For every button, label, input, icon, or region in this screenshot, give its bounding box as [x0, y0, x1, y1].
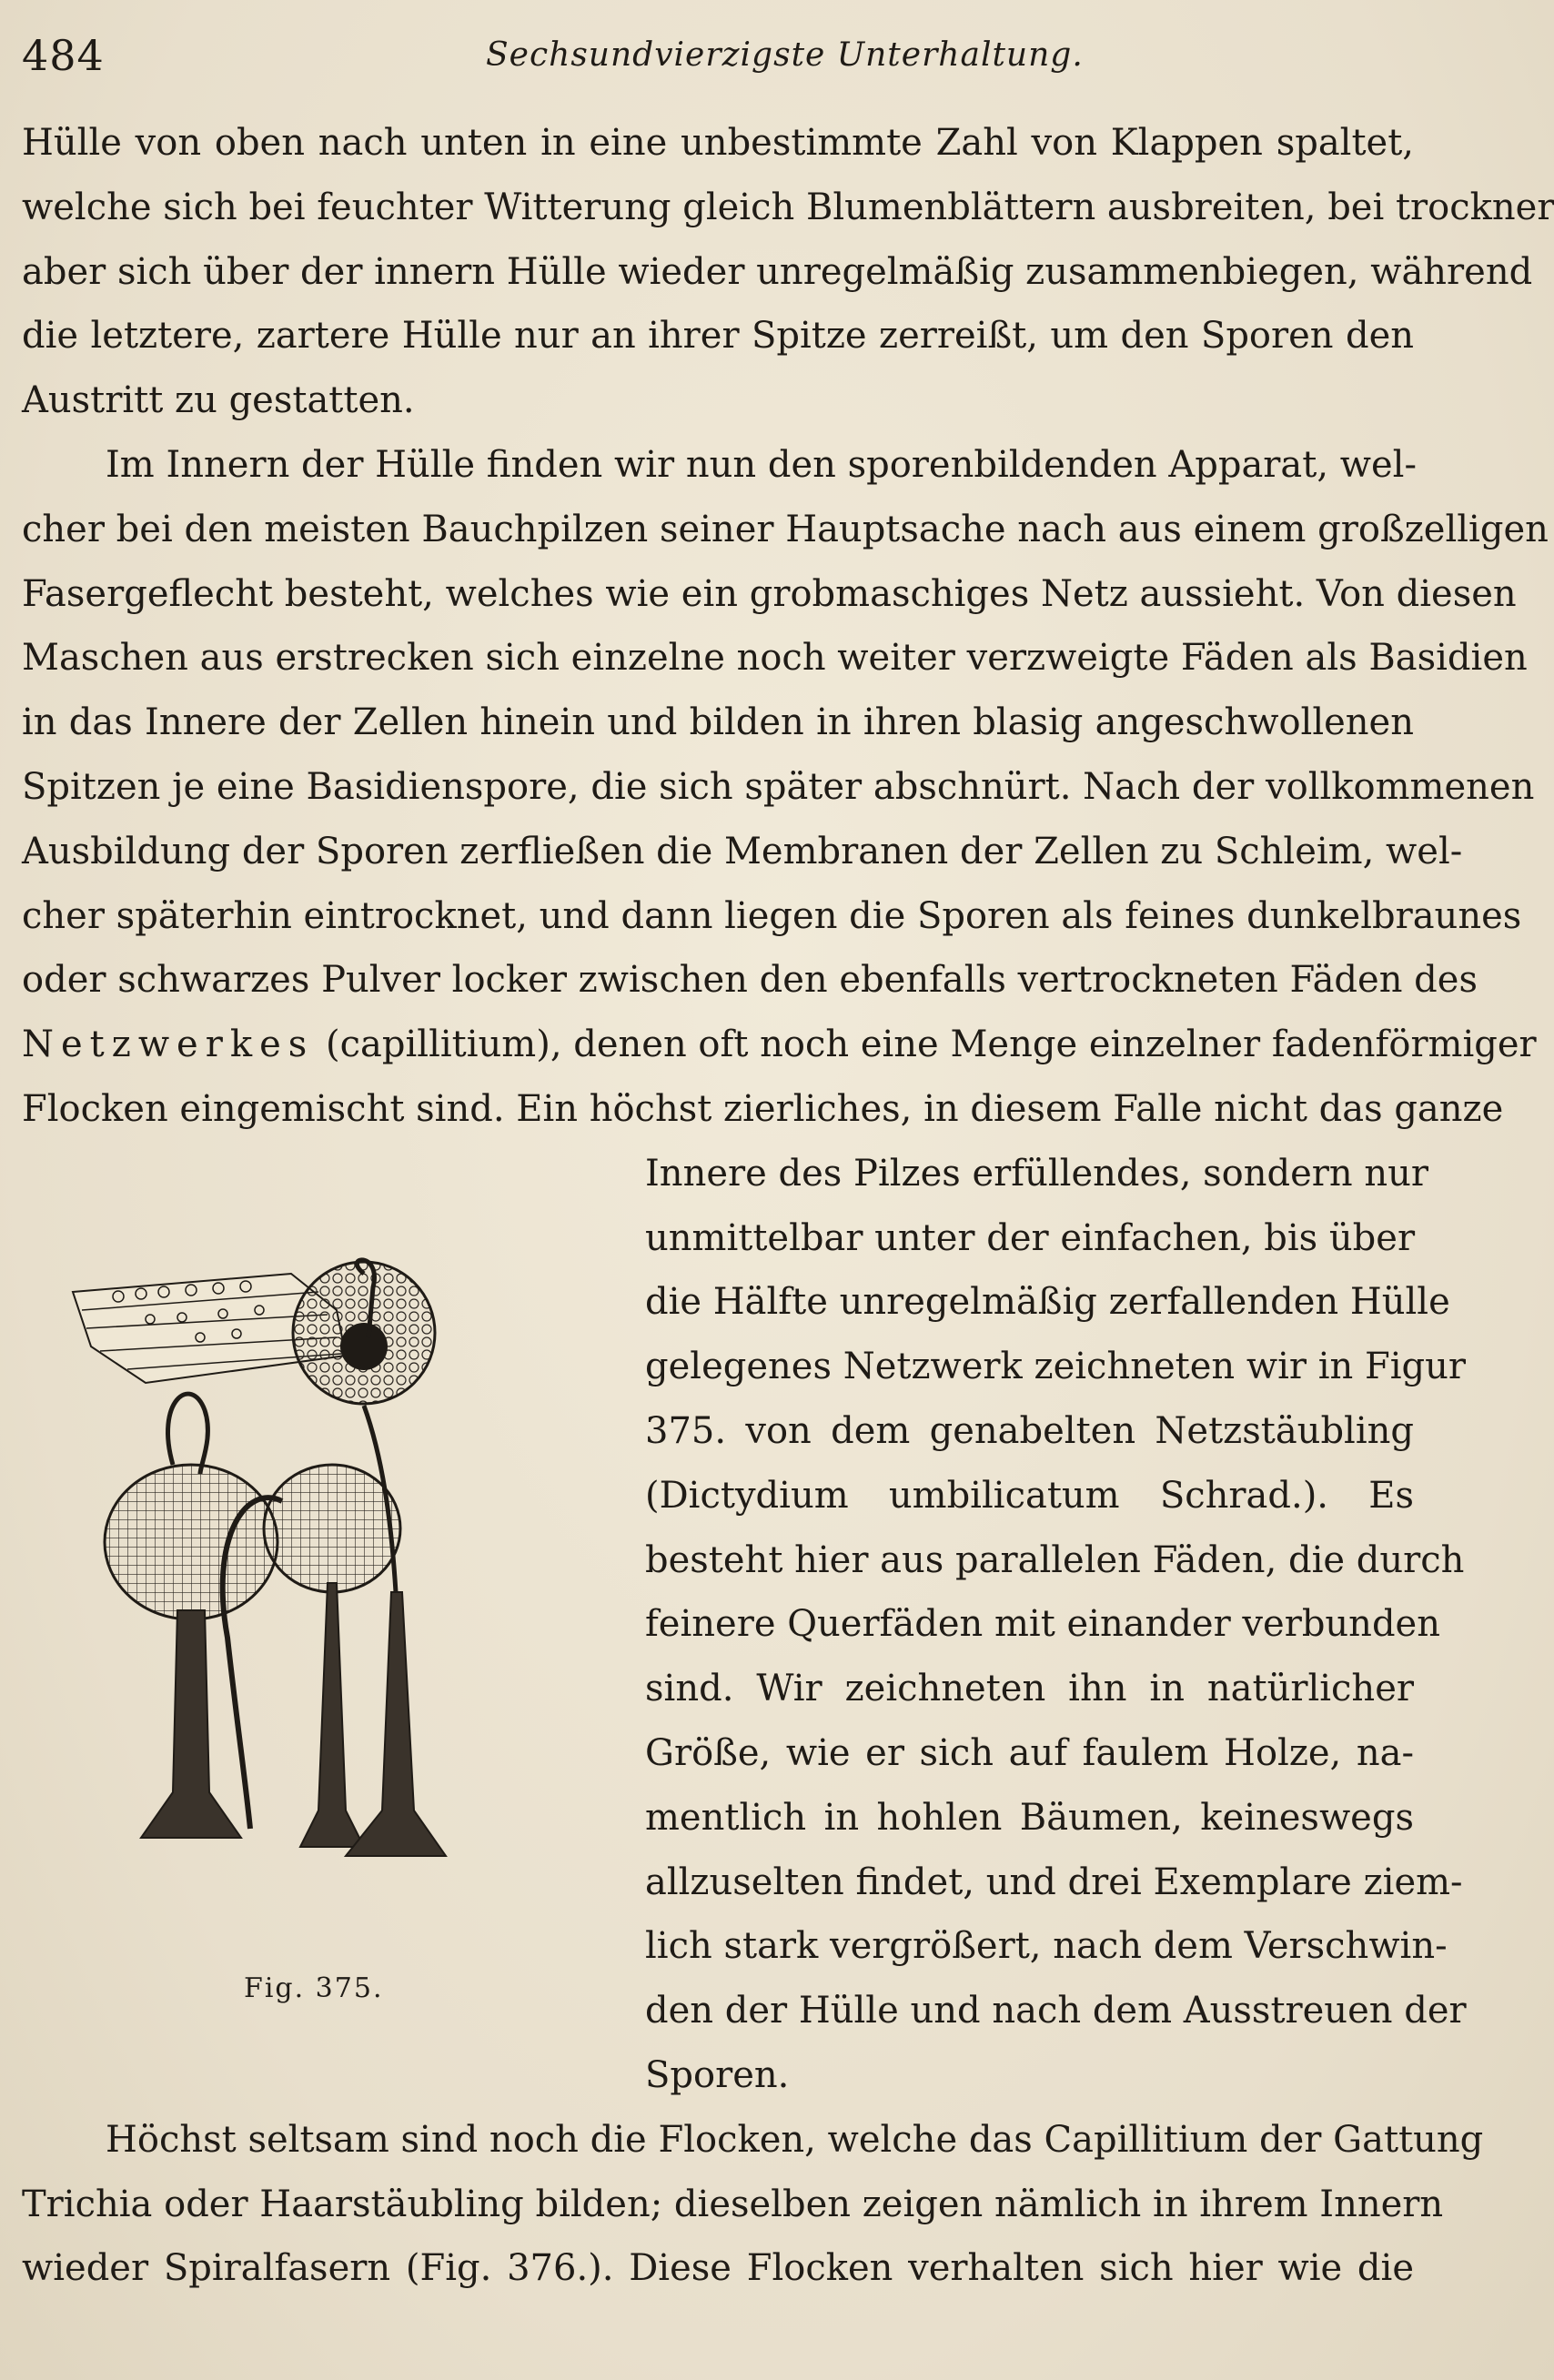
text-line: oder schwarzes Pulver locker zwischen den ebenfalls vertrockneten Fäden des — [22, 959, 1478, 1002]
column-text-line: die Hälfte unregelmäßig zerfallenden Hülle — [645, 1281, 1450, 1324]
text-line: Flocken eingemischt sind. Ein höchst zierliches, in diesem Falle nicht das ganze — [22, 1087, 1504, 1130]
text-line: Hülle von oben nach unten in eine unbestimmte Zahl von Klappen spaltet, — [22, 122, 1414, 164]
text-line: in das Innere der Zellen hinein und bilden in ihren blasig angeschwollenen — [22, 701, 1414, 744]
column-text-line: gelegenes Netzwerk zeichneten wir in Figur — [645, 1346, 1467, 1388]
column-text-line: Innere des Pilzes erfüllendes, sondern nur — [645, 1152, 1429, 1195]
text-line: welche sich bei feuchter Witterung gleich Blumenblättern ausbreiten, bei trockner — [22, 186, 1554, 228]
column-text-line: 375. von dem genabelten Netzstäubling — [645, 1409, 1414, 1452]
column-text-line: Sporen. — [645, 2053, 790, 2096]
specimen-drawing-left — [105, 1394, 278, 1838]
text-line: Austritt zu gestatten. — [22, 379, 415, 422]
column-text-line: mentlich in hohlen Bäumen, keineswegs — [645, 1796, 1414, 1839]
text-line: cher späterhin eintrocknet, und dann liegen die Sporen als feines dunkelbraunes — [22, 894, 1522, 937]
running-head: Sechsundvierzigste Unterhaltung. — [486, 36, 1084, 74]
figure-375-illustration — [64, 1246, 573, 1901]
column-text-line: unmittelbar unter der einfachen, bis über — [645, 1216, 1416, 1259]
text-fragment: (capillitium), denen oft noch eine Menge einzelner fadenförmiger — [326, 1024, 1537, 1066]
text-line: cher bei den meisten Bauchpilzen seiner Hauptsache nach aus einem großzelligen — [22, 508, 1549, 550]
column-text-line: allzuselten findet, und drei Exemplare ziem- — [645, 1861, 1463, 1903]
page-number: 484 — [22, 31, 105, 80]
paragraph-first-line: Im Innern der Hülle finden wir nun den sporenbildenden Apparat, wel- — [106, 443, 1417, 486]
text-line: Trichia oder Haarstäubling bilden; dieselben zeigen nämlich in ihrem Innern — [22, 2183, 1444, 2225]
column-text-line: sind. Wir zeichneten ihn in natürlicher — [645, 1668, 1414, 1710]
text-line: Fasergeflecht besteht, welches wie ein grobmaschiges Netz aussieht. Von diesen — [22, 572, 1517, 615]
text-line — [22, 1013, 1537, 1077]
text-line: aber sich über der innern Hülle wieder unregelmäßig zusammenbiegen, während — [22, 250, 1533, 293]
column-text-line: feinere Querfäden mit einander verbunden — [645, 1603, 1440, 1646]
emphasized-term: Netzwerkes — [22, 1024, 315, 1066]
figure-caption: Fig. 375. — [244, 1972, 384, 2004]
text-line: Ausbildung der Sporen zerfließen die Membranen der Zellen zu Schleim, wel- — [22, 830, 1463, 872]
column-text-line: Größe, wie er sich auf faulem Holze, na- — [645, 1731, 1414, 1774]
column-text-line: lich stark vergrößert, nach dem Verschwin- — [645, 1925, 1448, 1968]
column-text-line: (Dictydium umbilicatum Schrad.). Es — [645, 1474, 1414, 1517]
text-line: Maschen aus erstrecken sich einzelne noch weiter verzweigte Fäden als Basidien — [22, 637, 1528, 680]
paragraph-first-line: Höchst seltsam sind noch die Flocken, welche das Capillitium der Gattung — [106, 2118, 1484, 2161]
column-text-line: besteht hier aus parallelen Fäden, die durch — [645, 1538, 1465, 1581]
text-line: die letztere, zartere Hülle nur an ihrer Spitze zerreißt, um den Sporen den — [22, 315, 1414, 358]
text-line: wieder Spiralfasern (Fig. 376.). Diese Flocken verhalten sich hier wie die — [22, 2247, 1414, 2290]
text-line: Spitzen je eine Basidienspore, die sich später abschnürt. Nach der vollkommenen — [22, 765, 1535, 808]
page-header — [22, 31, 1425, 86]
body-text — [22, 111, 1554, 2301]
column-text-line: den der Hülle und nach dem Ausstreuen der — [645, 1990, 1467, 2032]
